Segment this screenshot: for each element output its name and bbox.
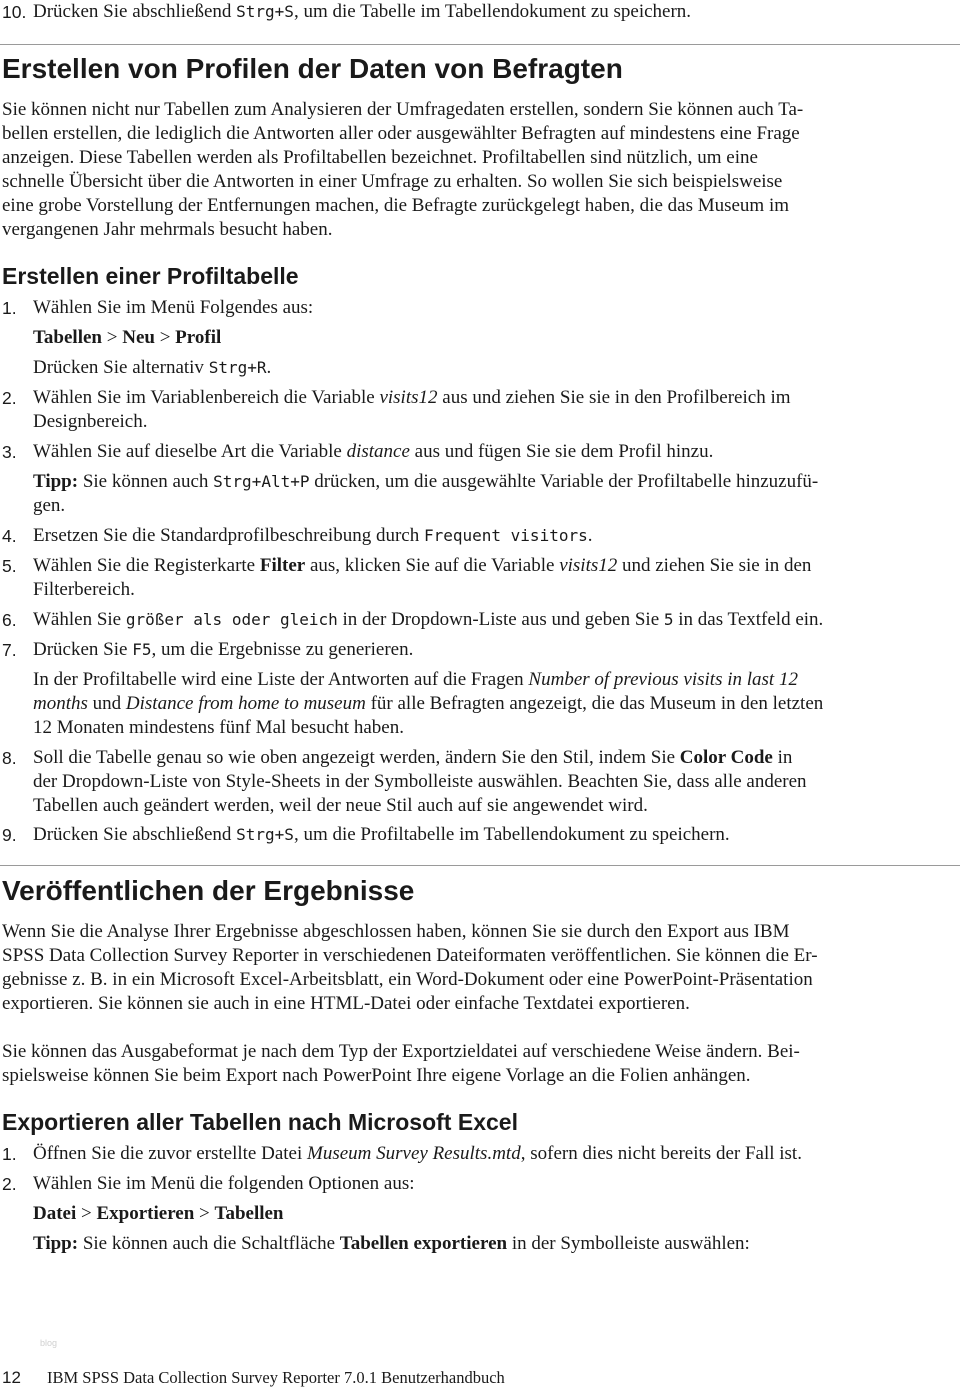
step-text: Öffnen Sie die zuvor erstellte Datei Museum Survey Results.mtd, sofern dies nicht bereits der Fall ist. (33, 1143, 802, 1164)
step-text: Wählen Sie die Registerkarte Filter aus, klicken Sie auf die Variable visits12 und ziehen Sie sie in den (33, 555, 812, 576)
menu-path: Datei > Exportieren > Tabellen (33, 1203, 284, 1224)
section-divider (0, 44, 960, 45)
step-text-continued: Tabellen auch geändert werden, weil der neue Stil auch auf sie angewendet wird. (33, 795, 648, 816)
section-title: Erstellen von Profilen der Daten von Befragten (2, 53, 623, 84)
watermark: blog (40, 1338, 58, 1348)
step-number: 3. (2, 442, 17, 462)
step-text: Drücken Sie abschließend Strg+S, um die Tabelle im Tabellendokument zu speichern. (33, 1, 692, 22)
page-number: 12 (2, 1368, 21, 1387)
step-number: 5. (2, 556, 17, 576)
tip-text: Tipp: Sie können auch Strg+Alt+P drücken, um die ausgewählte Variable der Profiltabelle hinzuzufü- (33, 471, 819, 492)
step-number: 2. (2, 1174, 17, 1194)
paragraph-line: schnelle Übersicht über die Antworten in einer Umfrage zu erhalten. So wollen Sie sich beispielsweise (2, 171, 783, 192)
step-text: Wählen Sie im Menü die folgenden Optionen aus: (33, 1173, 415, 1194)
paragraph-line: SPSS Data Collection Survey Reporter in verschiedenen Dateiformaten veröffentlichen. Sie können die Er- (2, 945, 818, 966)
step-text: Wählen Sie auf dieselbe Art die Variable distance aus und fügen Sie sie dem Profil hinzu. (33, 441, 714, 462)
step-text-continued: Filterbereich. (33, 579, 135, 600)
paragraph-line: spielsweise können Sie beim Export nach PowerPoint Ihre eigene Vorlage an die Folien anhängen. (2, 1065, 751, 1086)
paragraph-line: Sie können das Ausgabeformat je nach dem Typ der Exportzieldatei auf verschiedene Weise ändern. Bei- (2, 1041, 800, 1062)
paragraph-line: exportieren. Sie können sie auch in eine HTML-Datei oder einfache Textdatei exportieren. (2, 993, 690, 1014)
footer-title: IBM SPSS Data Collection Survey Reporter 7.0.1 Benutzerhandbuch (47, 1368, 505, 1387)
paragraph-line: eine grobe Vorstellung der Entfernungen machen, die Befragte zurückgelegt haben, die das Museum im (2, 195, 790, 216)
step-text: Drücken Sie F5, um die Ergebnisse zu generieren. (33, 639, 414, 660)
step-number: 8. (2, 748, 17, 768)
step-explanation: In der Profiltabelle wird eine Liste der Antworten auf die Fragen Number of previous visits in last 12 (33, 669, 798, 690)
step-number: 1. (2, 1144, 17, 1164)
step-explanation: 12 Monaten mindestens fünf Mal besucht haben. (33, 717, 404, 738)
step-text: Drücken Sie abschließend Strg+S, um die Profiltabelle im Tabellendokument zu speichern. (33, 824, 730, 845)
step-text: Wählen Sie im Menü Folgendes aus: (33, 297, 314, 318)
step-text: Wählen Sie größer als oder gleich in der Dropdown-Liste aus und geben Sie 5 in das Textfeld ein. (33, 609, 824, 630)
step-number: 1. (2, 298, 17, 318)
paragraph-line: Sie können nicht nur Tabellen zum Analysieren der Umfragedaten erstellen, sondern Sie können auch Ta- (2, 99, 804, 120)
step-number: 10. (2, 2, 27, 22)
step-text-continued: Designbereich. (33, 411, 148, 432)
step-number: 9. (2, 825, 17, 845)
tip-text: Tipp: Sie können auch die Schaltfläche Tabellen exportieren in der Symbolleiste auswählen: (33, 1233, 750, 1254)
subsection-title: Exportieren aller Tabellen nach Microsoft Excel (2, 1109, 518, 1135)
step-number: 4. (2, 526, 17, 546)
subsection-title: Erstellen einer Profiltabelle (2, 263, 299, 289)
paragraph-line: gebnisse z. B. in ein Microsoft Excel-Arbeitsblatt, ein Word-Dokument oder eine PowerPoint-Präsentation (2, 969, 813, 990)
paragraph-line: vergangenen Jahr mehrmals besucht haben. (2, 219, 333, 240)
step-note: Drücken Sie alternativ Strg+R. (33, 357, 272, 378)
step-number: 7. (2, 640, 17, 660)
section-title: Veröffentlichen der Ergebnisse (2, 875, 415, 906)
tip-text-continued: gen. (33, 495, 66, 516)
step-text-continued: der Dropdown-Liste von Style-Sheets in der Symbolleiste auswählen. Beachten Sie, dass alle anderen (33, 771, 807, 792)
step-text: Soll die Tabelle genau so wie oben angezeigt werden, ändern Sie den Stil, indem Sie Color Code in (33, 747, 793, 768)
step-number: 2. (2, 388, 17, 408)
paragraph-line: Wenn Sie die Analyse Ihrer Ergebnisse abgeschlossen haben, können Sie sie durch den Export aus IBM (2, 921, 790, 942)
paragraph-line: anzeigen. Diese Tabellen werden als Profiltabellen bezeichnet. Profiltabellen sind nützlich, um eine (2, 147, 758, 168)
step-text: Wählen Sie im Variablenbereich die Variable visits12 aus und ziehen Sie sie in den Profilbereich im (33, 387, 791, 408)
step-explanation: months und Distance from home to museum für alle Befragten angezeigt, die das Museum in den letzten (33, 693, 824, 714)
section-divider (0, 865, 960, 866)
step-number: 6. (2, 610, 17, 630)
paragraph-line: bellen erstellen, die lediglich die Antworten aller oder ausgewählter Befragten auf mindestens eine Frage (2, 123, 800, 144)
menu-path: Tabellen > Neu > Profil (33, 327, 222, 348)
step-text: Ersetzen Sie die Standardprofilbeschreibung durch Frequent visitors. (33, 525, 593, 546)
